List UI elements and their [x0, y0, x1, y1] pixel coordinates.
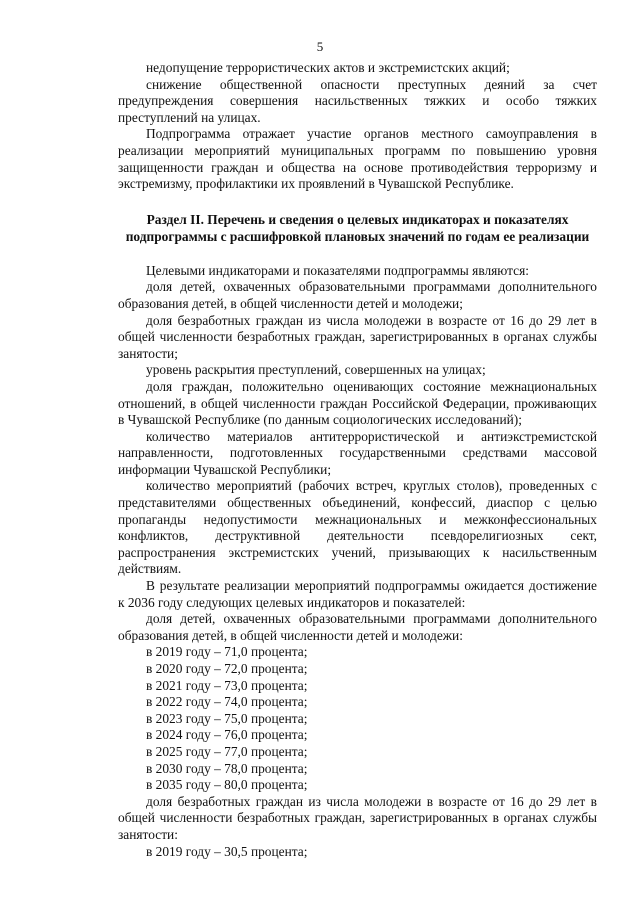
paragraph: количество мероприятий (рабочих встреч, круглых столов), проведенных с представителями общественных объединений, конфессий, диаспор с целью пропаганды недопустимости межнациональных и межконфессиональных конфликтов, деструктивной деятельности псевдорелигиозных сект, распространения экстремистских учений, призывающих к насильственным действиям.: [118, 478, 597, 577]
list-item: в 2035 году – 80,0 процента;: [146, 777, 308, 793]
list-item: в 2020 году – 72,0 процента;: [146, 661, 308, 676]
section-title-line-1: Раздел II. Перечень и сведения о целевых индикаторах и показателях: [146, 211, 569, 227]
list-item: в 2021 году – 73,0 процента;: [146, 677, 308, 693]
paragraph: доля детей, охваченных образовательными программами дополнительного образования детей, в общей численности детей и молодежи:: [118, 611, 597, 643]
document-body: [118, 60, 597, 860]
list-item: в 2030 году – 78,0 процента;: [146, 760, 308, 776]
paragraph: количество материалов антитеррористической и антиэкстремистской направленности, подготовленных государственными средствами массовой информации Чувашской Республики;: [118, 428, 597, 477]
list-item: в 2019 году – 71,0 процента;: [146, 644, 308, 660]
list-item: в 2019 году – 30,5 процента;: [146, 843, 308, 859]
section-title-line-2: подпрограммы с расшифровкой плановых значений по годам ее реализации: [125, 228, 590, 244]
paragraph: В результате реализации мероприятий подпрограммы ожидается достижение к 2036 году следующих целевых индикаторов и показателей:: [118, 578, 597, 610]
paragraph: Подпрограмма отражает участие органов местного самоуправления в реализации мероприятий муниципальных программ по повышению уровня защищенности граждан и общества на основе противодействия терроризму и экстремизму, профилактики их проявлений в Чувашской Республике.: [118, 126, 597, 192]
paragraph: доля безработных граждан из числа молодежи в возрасте от 16 до 29 лет в общей численности безработных граждан, зарегистрированных в органах службы занятости;: [118, 312, 597, 361]
list-item: в 2025 году – 77,0 процента;: [146, 743, 308, 759]
list-item: в 2023 году – 75,0 процента;: [146, 710, 308, 726]
paragraph: недопущение террористических актов и экстремистских акций;: [146, 60, 510, 75]
page-number: 5: [316, 39, 324, 54]
paragraph: доля граждан, положительно оценивающих состояние межнациональных отношений, в общей численности граждан Российской Федерации, проживающих в Чувашской Республике (по данным социологических исследований);: [118, 378, 597, 428]
unemployed-target-list: [118, 844, 597, 861]
paragraph: доля детей, охваченных образовательными программами дополнительного образования детей, в общей численности детей и молодежи;: [118, 279, 597, 311]
children-share-target-list: [118, 644, 597, 793]
list-item: в 2024 году – 76,0 процента;: [146, 727, 308, 743]
paragraph: снижение общественной опасности преступных деяний за счет предупреждения совершения насильственных тяжких и особо тяжких преступлений на улицах.: [118, 76, 597, 125]
paragraph: Целевыми индикаторами и показателями подпрограммы являются:: [146, 262, 529, 278]
paragraph: доля безработных граждан из числа молодежи в возрасте от 16 до 29 лет в общей численности безработных граждан, зарегистрированных в органах службы занятости:: [118, 793, 597, 842]
paragraph: уровень раскрытия преступлений, совершенных на улицах;: [146, 362, 486, 378]
list-item: в 2022 году – 74,0 процента;: [146, 694, 308, 710]
